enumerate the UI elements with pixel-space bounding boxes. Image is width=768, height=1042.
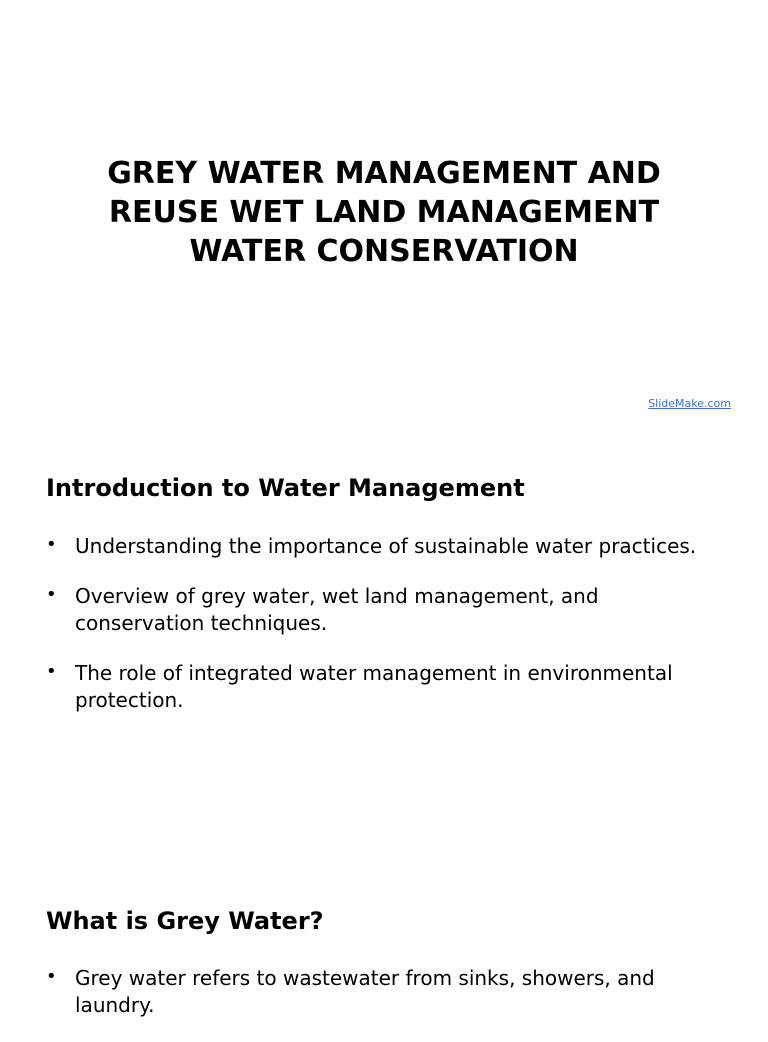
bullet-icon: • [46,966,57,987]
list-item [46,965,726,1019]
bullet-text: The role of integrated water management in environmental protection. [75,661,673,712]
section-heading-introduction: Introduction to Water Management [46,474,525,502]
bullet-icon: • [46,584,57,605]
section-heading-grey-water: What is Grey Water? [46,907,324,935]
bullet-icon: • [46,661,57,682]
bullet-list-introduction [46,533,726,737]
slidemake-link[interactable]: SlideMake.com [648,397,731,410]
bullet-text: Grey water refers to wastewater from sinks, showers, and laundry. [75,966,655,1017]
list-item [46,583,726,637]
bullet-text: Overview of grey water, wet land management, and conservation techniques. [75,584,599,635]
list-item [46,660,726,714]
list-item [46,533,726,560]
bullet-list-grey-water [46,965,726,1042]
page-title: GREY WATER MANAGEMENT AND REUSE WET LAND MANAGEMENT WATER CONSERVATION [107,156,661,269]
bullet-icon: • [46,534,57,555]
bullet-text: Understanding the importance of sustainable water practices. [75,534,697,558]
title-slide [0,0,768,432]
